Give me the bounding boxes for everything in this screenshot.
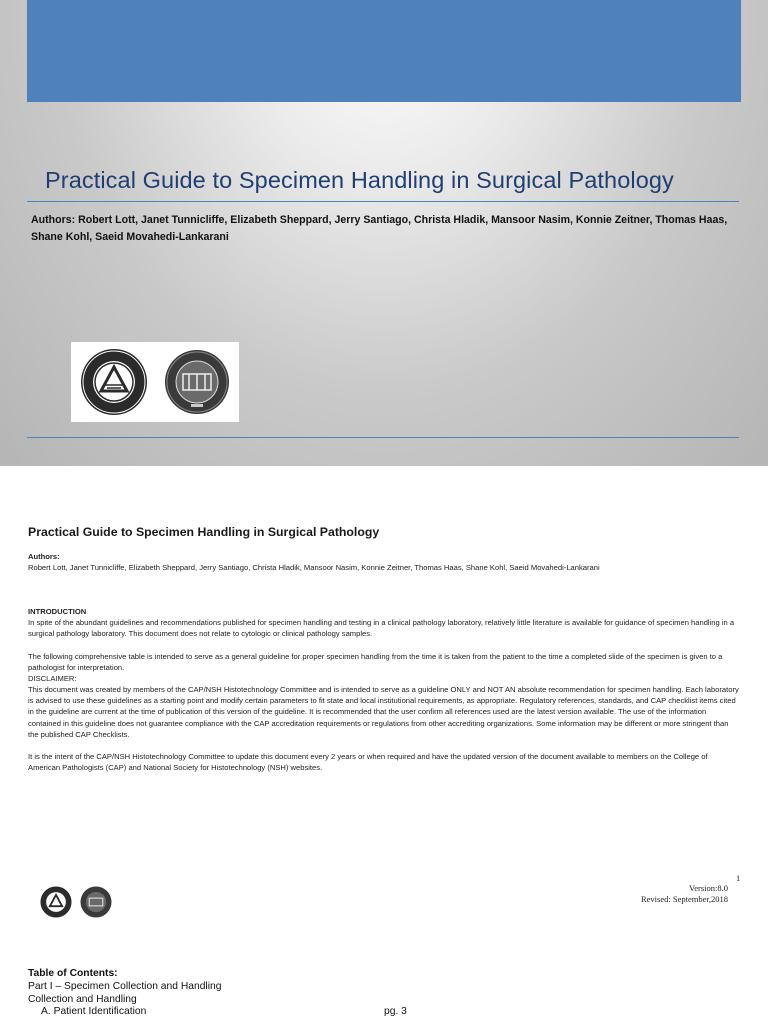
revised-date: Revised: September,2018	[640, 894, 728, 904]
cover-authors: Authors: Robert Lott, Janet Tunnicliffe, Elizabeth Sheppard, Jerry Santiago, Christa Hladik, Mansoor Nasim, Konnie Zeitner, Thomas Haas, Shane Kohl, Saeid Movahedi-Lankarani	[31, 214, 728, 243]
cap-seal-icon	[80, 348, 148, 416]
cover-header-band	[27, 0, 741, 102]
disclaimer-text: This document was created by members of the CAP/NSH Histotechnology Committee and is intended to serve as a guideline ONLY and NOT AN absolute recommendation for specimen handling. Each laboratory is advised to use these guidelines as a starting point and modify certain parameters to fit state and local institutional requirements, as appropriate. Regulatory references, standards, and CAP checklist items cited in the guideline are current at the time of publication of this version of the guideline. It is recommended that the user confirm all references used are the latest version available. The use of the information contained in this guideline does not guarantee compliance with the CAP accreditation requirements or regulations from other accrediting organizations. Some information may be different or more stringent than the published CAP Checklists.	[28, 685, 739, 739]
toc-item-a[interactable]: A. Patient Identification	[41, 1006, 147, 1017]
nsh-seal-icon	[164, 348, 230, 416]
toc-section[interactable]: Collection and Handling	[28, 994, 137, 1005]
nsh-seal-icon	[80, 885, 112, 919]
introduction-paragraph-2: The following comprehensive table is intended to serve as a general guideline for proper specimen handling from the time it is taken from the patient to the time a completed slide of the specimen is given to a pathologist for interpretation.	[28, 652, 723, 673]
cover-logos	[71, 342, 239, 422]
page-number: 1	[736, 873, 741, 883]
document-title: Practical Guide to Specimen Handling in Surgical Pathology	[28, 525, 380, 539]
introduction-heading: INTRODUCTION	[28, 607, 87, 616]
cover-title: Practical Guide to Specimen Handling in Surgical Pathology	[45, 167, 674, 193]
toc-heading: Table of Contents:	[28, 968, 118, 979]
cover-page	[0, 0, 768, 466]
version-block	[641, 883, 728, 905]
cover-bottom-divider	[27, 437, 739, 438]
authors-label: Authors:	[28, 552, 60, 561]
cover-divider	[27, 201, 739, 202]
authors-list: Robert Lott, Janet Tunnicliffe, Elizabeth Sheppard, Jerry Santiago, Christa Hladik, Mansoor Nasim, Konnie Zeitner, Thomas Haas, Shane Kohl, Saeid Movahedi-Lankarani	[28, 563, 600, 572]
introduction-paragraph-1: In spite of the abundant guidelines and recommendations published for specimen handling and testing in a clinical pathology laboratory, relatively little literature is available for guidance of specimen handling in a surgical pathology laboratory. This document does not relate to cytologic or clinical pathology samples.	[28, 618, 735, 639]
version-label: Version:8.0	[689, 883, 728, 893]
cap-seal-icon	[40, 885, 72, 919]
update-paragraph: It is the intent of the CAP/NSH Histotechnology Committee to update this document every 2 years or when required and have the updated version of the document available to members on the College of American Pathologists (CAP) and National Society for Histotechnology (NSH) websites.	[28, 752, 708, 773]
toc-item-a-page: pg. 3	[384, 1006, 407, 1017]
disclaimer-heading: DISCLAIMER:	[28, 674, 77, 683]
toc-part-1[interactable]: Part I – Specimen Collection and Handling	[28, 981, 222, 992]
